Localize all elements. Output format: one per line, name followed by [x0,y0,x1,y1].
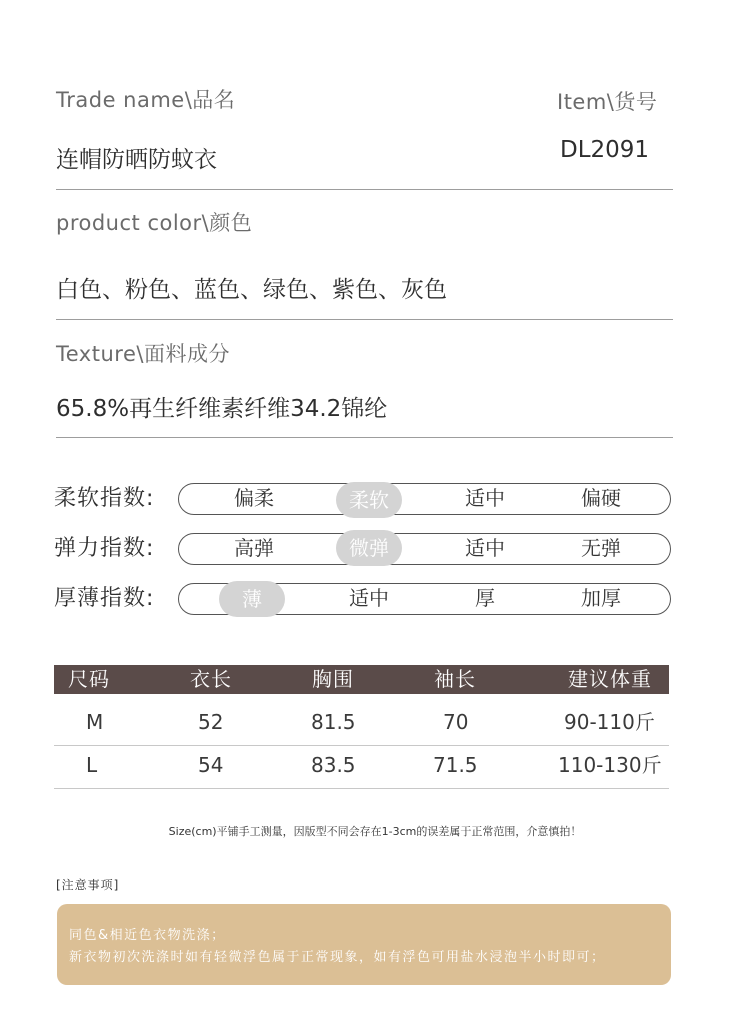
weight-cell: 110-130斤 [558,753,662,777]
row-divider [54,788,669,789]
divider [56,437,673,438]
chest-header: 胸围 [312,667,354,691]
caution-title: [注意事项] [56,878,120,892]
trade-name-label: Trade name\品名 [56,88,236,112]
texture-label: Texture\面料成分 [56,342,230,366]
length-cell: 54 [198,753,224,777]
rating-option-selected: 柔软 [336,482,402,518]
divider [56,189,673,190]
sleeve-cell: 71.5 [433,753,478,777]
caution-line: 新衣物初次洗涤时如有轻微浮色属于正常现象，如有浮色可用盐水浸泡半小时即可； [69,950,606,965]
sleeve-cell: 70 [443,710,469,734]
size-table-header [54,665,669,694]
rating-option: 偏硬 [581,486,621,510]
elasticity-rating-title: 弹力指数: [54,536,155,561]
product-color-value: 白色、粉色、蓝色、绿色、紫色、灰色 [56,277,447,303]
rating-option: 适中 [465,536,505,560]
size-cell: L [86,753,98,777]
rating-option: 厚 [475,586,495,610]
trade-name-value: 连帽防晒防蚊衣 [56,147,217,173]
elasticity-rating [54,533,672,567]
table-row [54,701,669,744]
thickness-rating [54,583,672,617]
softness-rating-title: 柔软指数: [54,486,155,511]
rating-option: 适中 [349,586,389,610]
rating-option: 偏柔 [234,486,274,510]
size-header: 尺码 [68,667,110,691]
measurement-note: Size(cm)平铺手工测量，因版型不同会存在1-3cm的误差属于正常范围，介意慎拍！ [168,825,582,838]
caution-box [57,904,671,985]
product-color-label: product color\颜色 [56,211,253,235]
chest-cell: 83.5 [311,753,356,777]
item-number-value: DL2091 [560,137,650,163]
rating-option-selected: 微弹 [336,530,402,566]
length-cell: 52 [198,710,224,734]
chest-cell: 81.5 [311,710,356,734]
rating-option-selected: 薄 [219,581,285,617]
rating-option: 适中 [465,486,505,510]
thickness-scale [178,583,671,615]
rating-option: 加厚 [581,586,621,610]
elasticity-scale [178,533,671,565]
softness-scale [178,483,671,515]
caution-line: 同色&相近色衣物洗涤； [69,928,226,943]
weight-cell: 90-110斤 [564,710,655,734]
thickness-rating-title: 厚薄指数: [54,586,155,611]
texture-value: 65.8%再生纤维素纤维34.2锦纶 [56,396,388,422]
sleeve-header: 袖长 [434,667,476,691]
rating-option: 无弹 [581,536,621,560]
table-row [54,744,669,787]
weight-header: 建议体重 [568,667,652,691]
length-header: 衣长 [190,667,232,691]
divider [56,319,673,320]
softness-rating [54,483,672,517]
item-label: Item\货号 [557,90,658,114]
rating-option: 高弹 [234,536,274,560]
size-cell: M [86,710,104,734]
